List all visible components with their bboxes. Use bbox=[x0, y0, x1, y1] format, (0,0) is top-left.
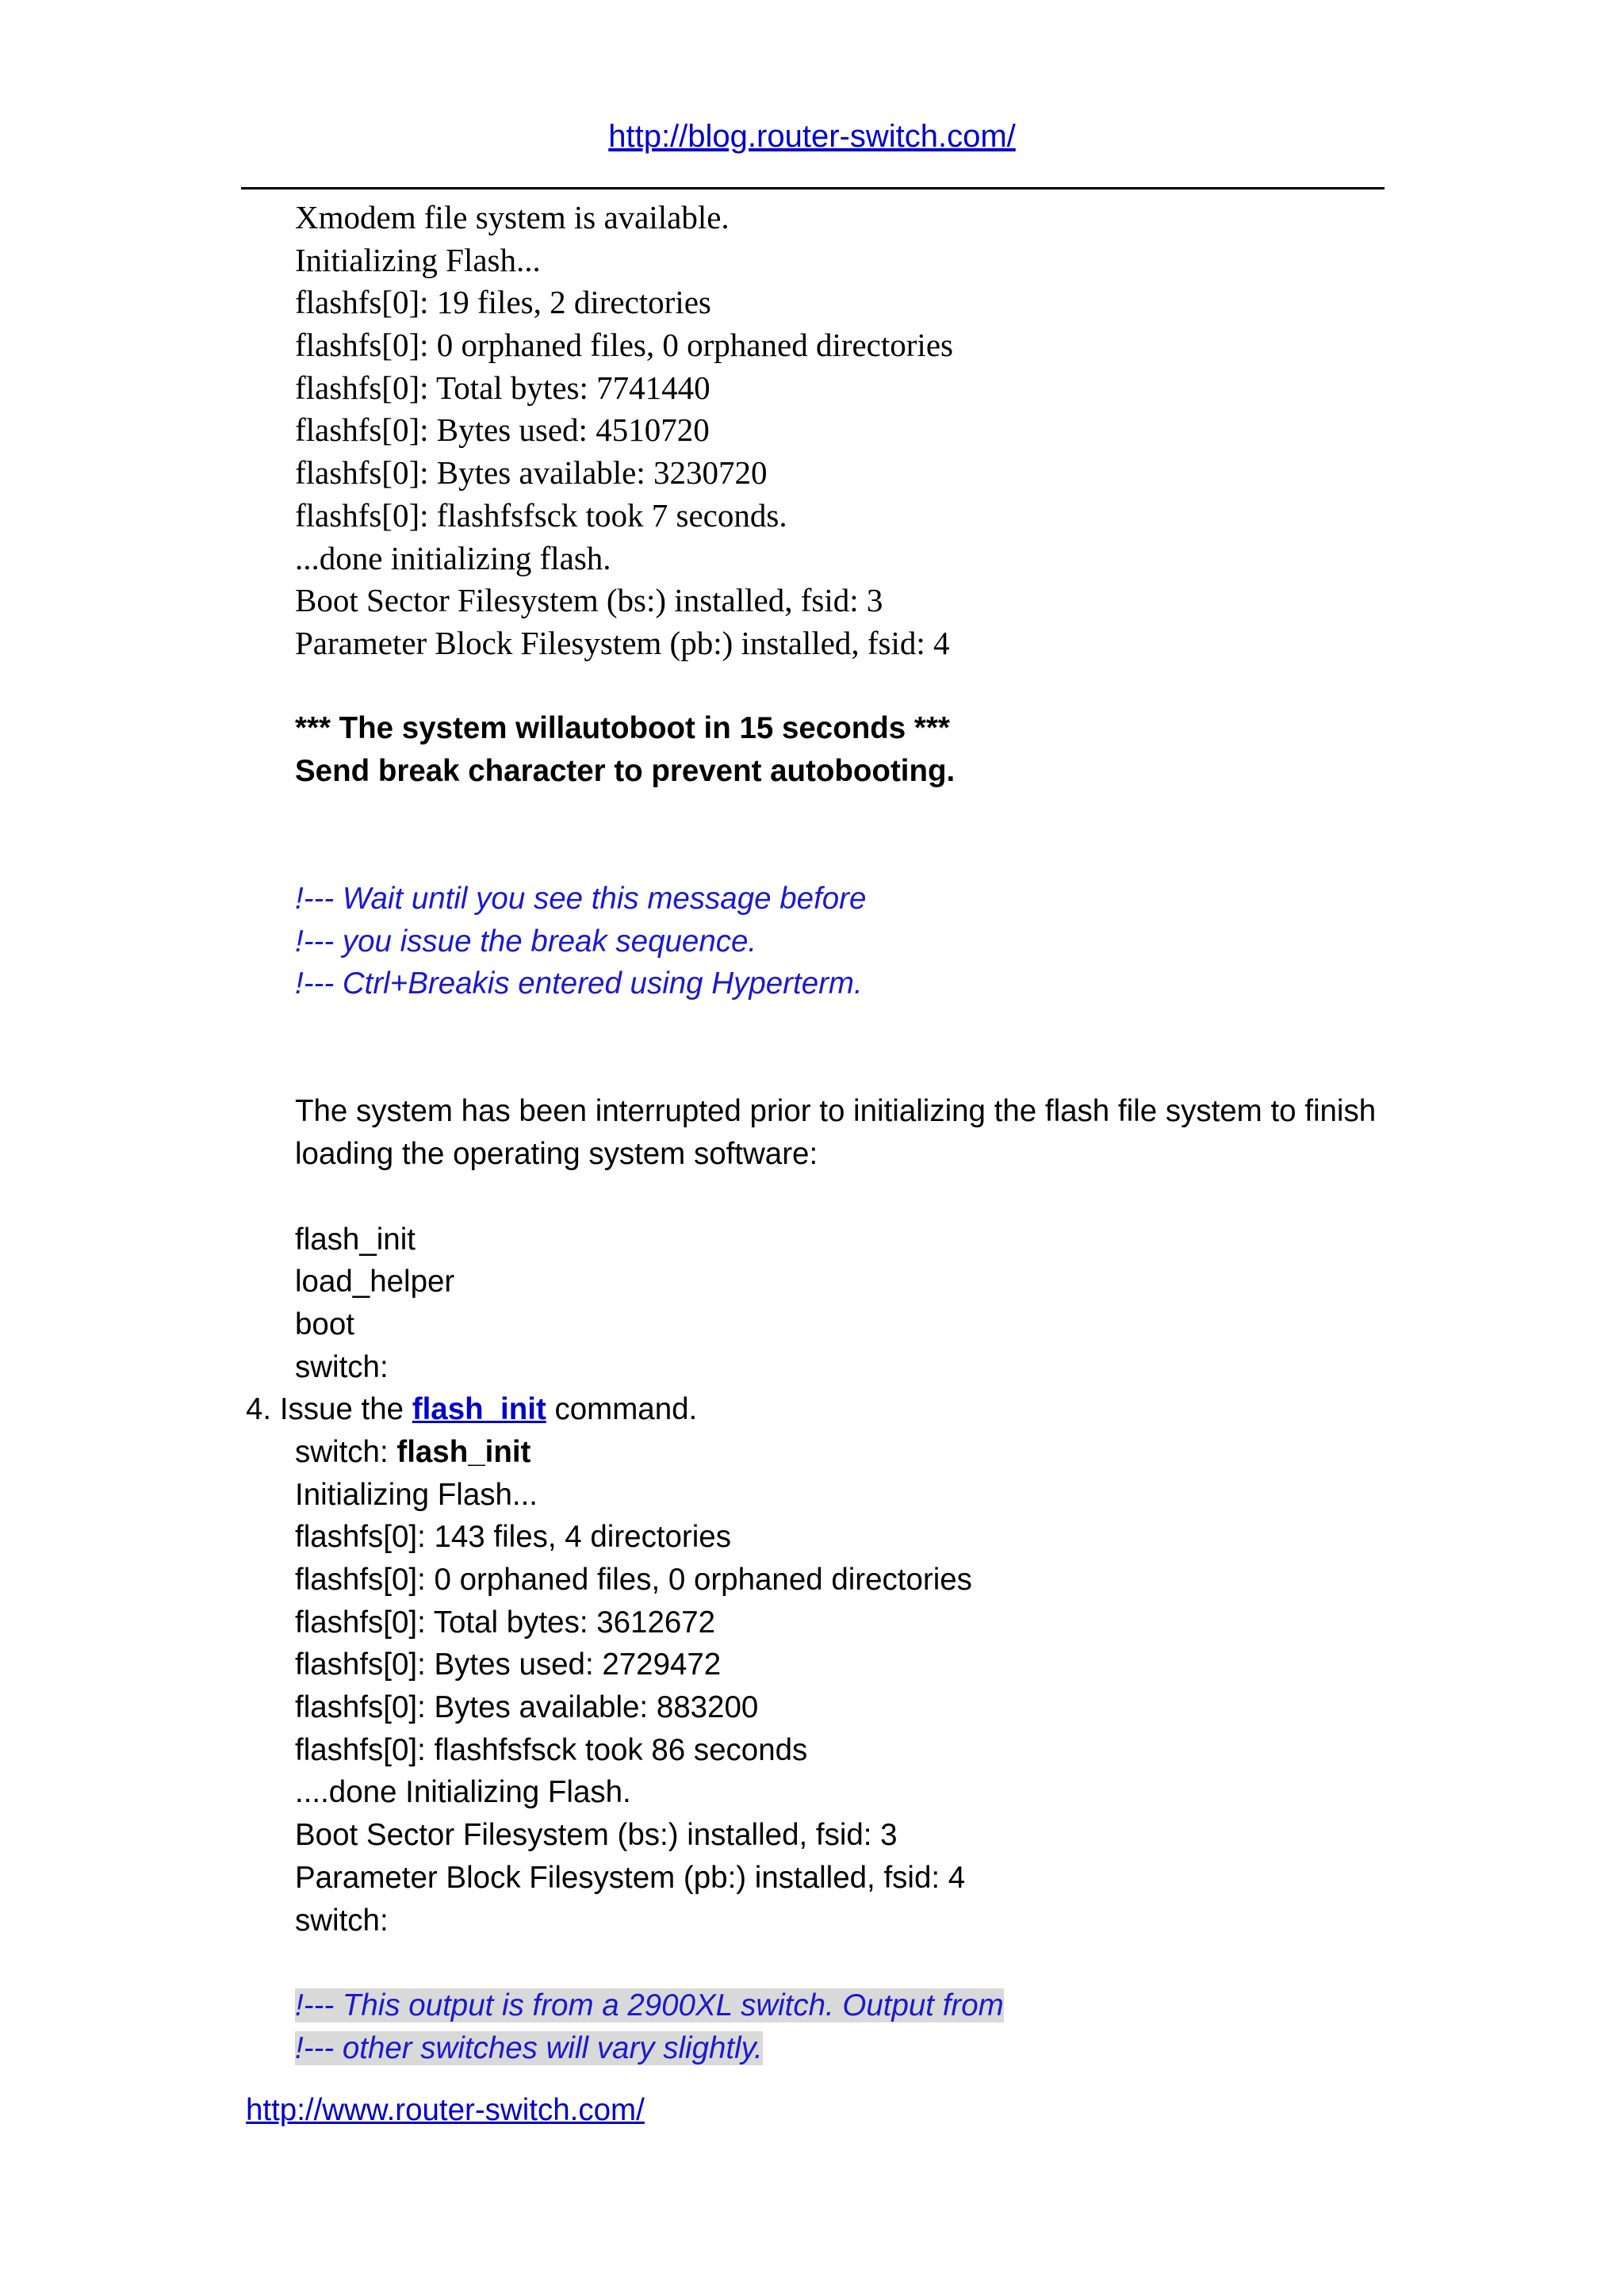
step-prefix: Issue the bbox=[279, 1392, 404, 1427]
boot-output-line: flashfs[0]: Bytes used: 4510720 bbox=[295, 411, 710, 449]
spacer bbox=[0, 793, 1624, 878]
step-number: 4. bbox=[246, 1392, 272, 1427]
command-item: boot bbox=[295, 1307, 354, 1341]
init-output-line: Boot Sector Filesystem (bs:) installed, fsid: 3 bbox=[295, 1818, 898, 1853]
flash-init-link[interactable]: flash_init bbox=[412, 1392, 546, 1427]
init-output-line: flashfs[0]: Bytes used: 2729472 bbox=[295, 1647, 722, 1682]
header-url-link[interactable]: http://blog.router-switch.com/ bbox=[608, 119, 1016, 154]
comment-block-2 bbox=[0, 1984, 1624, 2069]
prompt-command-line bbox=[0, 1431, 1624, 1474]
boot-output-block bbox=[0, 197, 1624, 665]
boot-output-line: flashfs[0]: flashfsfsck took 7 seconds. bbox=[295, 496, 787, 534]
command-item: flash_init bbox=[295, 1222, 416, 1257]
spacer bbox=[0, 1942, 1624, 1984]
document-body bbox=[0, 197, 1624, 2069]
command-list bbox=[0, 1219, 1624, 1389]
boot-output-line: flashfs[0]: 0 orphaned files, 0 orphaned directories bbox=[295, 327, 953, 364]
boot-output-line: ...done initializing flash. bbox=[295, 539, 611, 576]
boot-output-line: Xmodem file system is available. bbox=[295, 199, 730, 235]
boot-output-line: Initializing Flash... bbox=[295, 241, 541, 278]
paragraph-line: loading the operating system software: bbox=[295, 1137, 818, 1172]
comment-line bbox=[0, 2027, 1624, 2070]
prompt-command: flash_init bbox=[396, 1434, 531, 1469]
init-output-line: Parameter Block Filesystem (pb:) installed, fsid: 4 bbox=[295, 1860, 966, 1895]
boot-output-line: flashfs[0]: Total bytes: 7741440 bbox=[295, 369, 710, 406]
highlighted-comment: !--- This output is from a 2900XL switch. Output from bbox=[295, 1988, 1004, 2022]
init-output-line: flashfs[0]: Bytes available: 883200 bbox=[295, 1690, 759, 1725]
boot-output-line: Parameter Block Filesystem (pb:) installed, fsid: 4 bbox=[295, 624, 950, 661]
header-divider bbox=[241, 187, 1385, 189]
init-output-line: flashfs[0]: 143 files, 4 directories bbox=[295, 1520, 731, 1555]
autoboot-notice bbox=[0, 707, 1624, 792]
highlighted-comment: !--- other switches will vary slightly. bbox=[295, 2030, 763, 2065]
init-output-line: flashfs[0]: Total bytes: 3612672 bbox=[295, 1605, 716, 1640]
init-output-line: Initializing Flash... bbox=[295, 1477, 538, 1512]
prompt-text: switch: bbox=[295, 1434, 389, 1469]
boot-output-line: flashfs[0]: 19 files, 2 directories bbox=[295, 284, 711, 321]
spacer bbox=[0, 665, 1624, 708]
footer-url-link[interactable]: http://www.router-switch.com/ bbox=[246, 2093, 645, 2127]
autoboot-line: *** The system willautoboot in 15 seconds *** bbox=[295, 711, 950, 746]
spacer bbox=[0, 1176, 1624, 1219]
autoboot-line: Send break character to prevent autobooting. bbox=[295, 753, 956, 788]
comment-block-1 bbox=[0, 878, 1624, 1005]
boot-output-line: flashfs[0]: Bytes available: 3230720 bbox=[295, 454, 768, 492]
comment-line: !--- Ctrl+Breakis entered using Hyperterm. bbox=[295, 966, 863, 1001]
comment-line bbox=[0, 1984, 1624, 2027]
init-output-line: switch: bbox=[295, 1903, 389, 1938]
boot-output-line: Boot Sector Filesystem (bs:) installed, fsid: 3 bbox=[295, 582, 883, 619]
interrupt-paragraph bbox=[0, 1090, 1624, 1175]
spacer bbox=[0, 1005, 1624, 1090]
init-output-block bbox=[0, 1474, 1624, 1942]
init-output-line: flashfs[0]: flashfsfsck took 86 seconds bbox=[295, 1732, 808, 1767]
step-suffix: command. bbox=[554, 1392, 698, 1427]
init-output-line: flashfs[0]: 0 orphaned files, 0 orphaned directories bbox=[295, 1563, 972, 1598]
command-item: load_helper bbox=[295, 1265, 455, 1299]
comment-line: !--- Wait until you see this message before bbox=[295, 882, 867, 916]
init-output-line: ....done Initializing Flash. bbox=[295, 1775, 631, 1810]
step-4-instruction bbox=[0, 1388, 1624, 1431]
paragraph-line: The system has been interrupted prior to initializing the flash file system to finish bbox=[295, 1094, 1377, 1129]
command-item: switch: bbox=[295, 1349, 389, 1384]
comment-line: !--- you issue the break sequence. bbox=[295, 924, 757, 959]
